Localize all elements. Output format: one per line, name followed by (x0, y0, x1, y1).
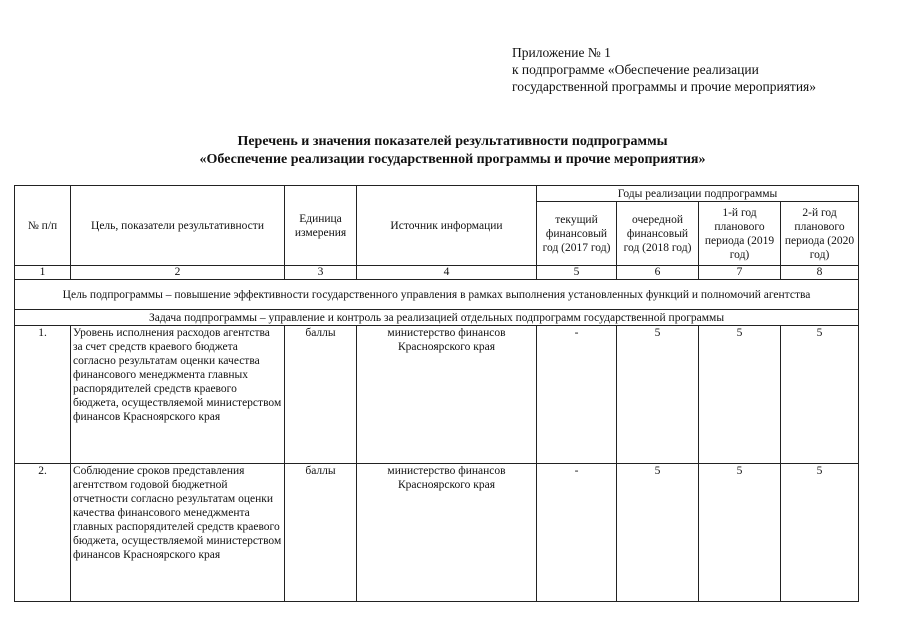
task-row (15, 310, 859, 326)
document-title (0, 133, 905, 169)
goal-row (15, 280, 859, 310)
row-indicator-name: Уровень исполнения расходов агентства за счет средств краевого бюджета согласно результатам оценки качества финансового менеджмента главных распорядителей средств краевого бюджета, осуществляемой министерством финансов Красноярского края (71, 326, 285, 464)
row-num: 2. (15, 464, 71, 602)
appendix-line-3: государственной программы и прочие мероприятия» (512, 79, 817, 94)
indicators-table (14, 185, 859, 602)
header-unit: Единица измерения (285, 186, 357, 266)
title-line-1: Перечень и значения показателей результативности подпрограммы (237, 134, 668, 149)
header-year-2018: очередной финансовый год (2018 год) (617, 202, 699, 266)
column-numbers-row (15, 266, 859, 280)
appendix-line-1: Приложение № 1 (512, 45, 611, 60)
row-value-2017: - (537, 464, 617, 602)
row-unit: баллы (285, 326, 357, 464)
task-text: Задача подпрограммы – управление и контроль за реализацией отдельных подпрограмм государственной программы (15, 310, 859, 326)
row-value-2018: 5 (617, 464, 699, 602)
header-years-group: Годы реализации подпрограммы (537, 186, 859, 202)
appendix-note (512, 44, 816, 95)
row-source: министерство финансов Красноярского края (357, 464, 537, 602)
title-line-2: «Обеспечение реализации государственной программы и прочие мероприятия» (199, 152, 706, 167)
column-number: 5 (537, 266, 617, 280)
column-number: 7 (699, 266, 781, 280)
column-number: 2 (71, 266, 285, 280)
appendix-line-2: к подпрограмме «Обеспечение реализации (512, 62, 759, 77)
column-number: 1 (15, 266, 71, 280)
row-value-2020: 5 (781, 326, 859, 464)
column-number: 6 (617, 266, 699, 280)
header-year-2017: текущий финансовый год (2017 год) (537, 202, 617, 266)
column-number: 3 (285, 266, 357, 280)
row-source: министерство финансов Красноярского края (357, 326, 537, 464)
row-value-2019: 5 (699, 326, 781, 464)
column-number: 4 (357, 266, 537, 280)
column-number: 8 (781, 266, 859, 280)
header-num: № п/п (15, 186, 71, 266)
row-value-2017: - (537, 326, 617, 464)
row-value-2019: 5 (699, 464, 781, 602)
header-year-2019: 1-й год планового периода (2019 год) (699, 202, 781, 266)
row-value-2018: 5 (617, 326, 699, 464)
row-num: 1. (15, 326, 71, 464)
row-indicator-name: Соблюдение сроков представления агентством годовой бюджетной отчетности согласно результатам оценки качества финансового менеджмента главных распорядителей средств краевого бюджета, осуществляемой министерством финансов Красноярского края (71, 464, 285, 602)
table-row (15, 326, 859, 464)
header-goal: Цель, показатели результативности (71, 186, 285, 266)
header-year-2020: 2-й год планового периода (2020 год) (781, 202, 859, 266)
row-unit: баллы (285, 464, 357, 602)
table-row (15, 464, 859, 602)
goal-text: Цель подпрограммы – повышение эффективности государственного управления в рамках выполнения установленных функций и полномочий агентства (15, 280, 859, 310)
row-value-2020: 5 (781, 464, 859, 602)
header-source: Источник информации (357, 186, 537, 266)
